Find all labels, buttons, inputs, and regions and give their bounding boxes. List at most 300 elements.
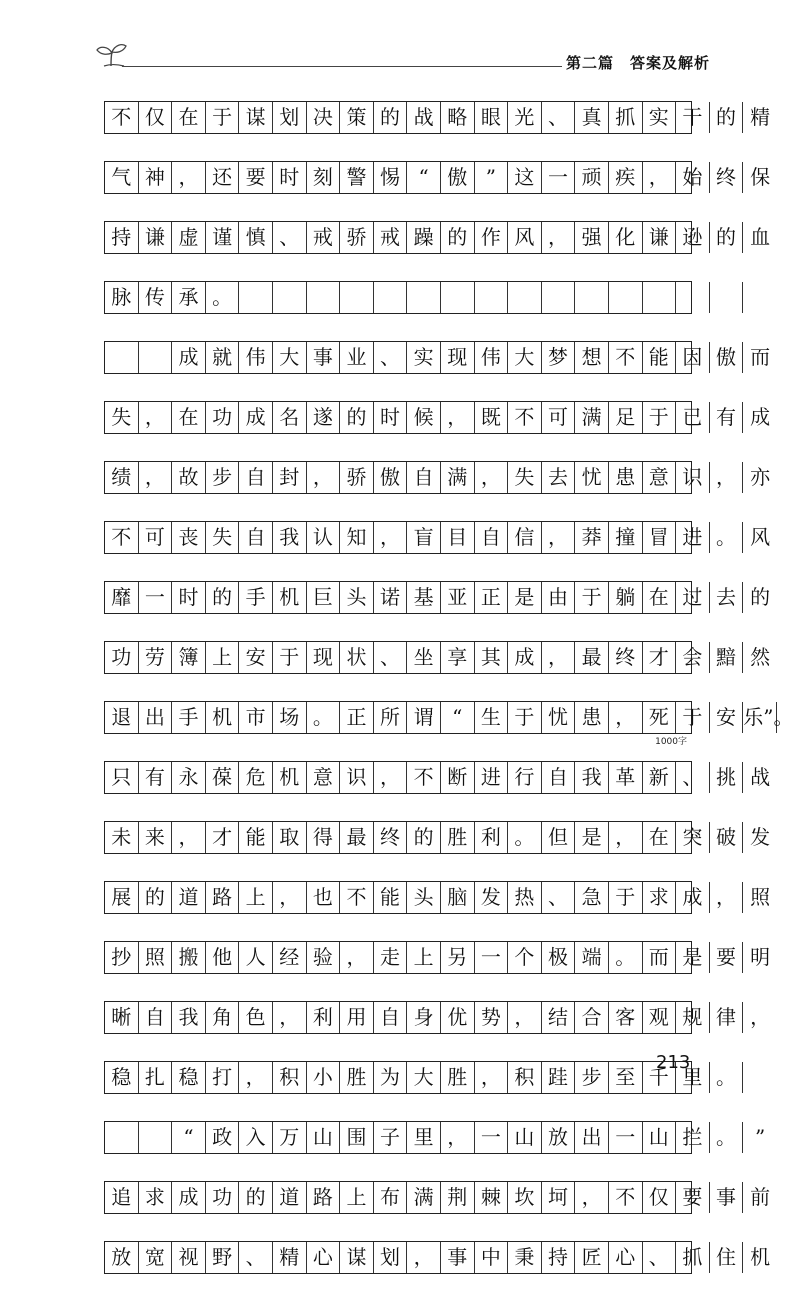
grid-row [104,701,794,747]
grid-cell: ， [710,882,744,913]
grid-cell: 破 [710,822,744,853]
grid-cell: 巨 [307,582,341,613]
grid-cell: 自 [139,1002,173,1033]
grid-cell: 由 [542,582,576,613]
grid-cell: 匠 [575,1242,609,1273]
grid-cell: 布 [374,1182,408,1213]
grid-cell: 坷 [542,1182,576,1213]
sprout-icon [94,40,128,68]
grid-cell: 失 [206,522,240,553]
grid-cell [307,282,341,313]
grid-cell: 但 [542,822,576,853]
grid-cell [743,1062,777,1093]
grid-cell: 也 [307,882,341,913]
grid-cell [542,282,576,313]
grid-cell: 葆 [206,762,240,793]
grid-cell: 发 [750,825,771,849]
grid-row [104,461,771,494]
grid-cell: 意 [307,762,341,793]
grid-cell: 乐”。 [743,702,777,733]
grid-cell: 谨 [206,222,240,253]
grid-cell: ， [374,762,408,793]
grid-cell: 战 [407,102,441,133]
grid-cell: ， [441,402,475,433]
grid-cell: 上 [206,642,240,673]
grid-cell [575,282,609,313]
grid-cell: 终 [609,642,643,673]
grid-cell: 我 [172,1002,206,1033]
grid-cell: 的 [340,402,374,433]
grid-cell: 顽 [575,162,609,193]
grid-cell: 然 [750,645,771,669]
grid-cell: 山 [643,1122,677,1153]
grid-cell: 名 [273,402,307,433]
grid-cell: 放 [105,1242,139,1273]
grid-cell: 。 [206,282,240,313]
grid-cell: 去 [542,462,576,493]
grid-cell: 进 [676,522,710,553]
grid-cell: 至 [609,1062,643,1093]
grid-cell: ， [475,462,509,493]
grid-cell: 脑 [441,882,475,913]
grid-cell: 自 [475,522,509,553]
grid-cell [441,282,475,313]
grid-cell: 时 [172,582,206,613]
grid-cell: 个 [508,942,542,973]
grid-cell: 战 [750,765,771,789]
grid-cell: 故 [172,462,206,493]
grid-cell: 跬 [542,1062,576,1093]
grid-cell: 戒 [374,222,408,253]
grid-cell: 实 [643,102,677,133]
grid-cell: 功 [206,402,240,433]
grid-cell: 得 [307,822,341,853]
grid-cell: 。 [710,1062,744,1093]
grid-cell: 业 [340,342,374,373]
grid-cell: 能 [643,342,677,373]
header-rule [122,66,562,67]
grid-cell: 精 [273,1242,307,1273]
grid-cell: ， [273,1002,307,1033]
grid-cell: 骄 [340,222,374,253]
grid-cell: 、 [542,102,576,133]
grid-cell: ， [273,882,307,913]
grid-cell: 时 [374,402,408,433]
grid-cell: 在 [172,102,206,133]
grid-cell: 求 [643,882,677,913]
grid-cell: 事 [441,1242,475,1273]
grid-cell: 有 [139,762,173,793]
grid-cell: 人 [239,942,273,973]
grid-cell: 伟 [239,342,273,373]
grid-cell: 自 [239,462,273,493]
grid-cell: 来 [139,822,173,853]
grid-cell: 满 [441,462,475,493]
grid-cell: 急 [575,882,609,913]
grid-cell: 前 [750,1185,771,1209]
grid-cell: 逊 [676,222,710,253]
grid-cell: ， [307,462,341,493]
grid-cell: 宽 [139,1242,173,1273]
grid-row [104,221,771,254]
grid-cell: 打 [206,1062,240,1093]
grid-cell: 路 [206,882,240,913]
grid-cell: 他 [206,942,240,973]
grid-cell: “ [407,162,441,193]
grid-cell: 机 [273,582,307,613]
grid-cell: 盲 [407,522,441,553]
grid-cell: 坎 [508,1182,542,1213]
grid-cell: “ [441,702,475,733]
grid-cell: ， [441,1122,475,1153]
grid-cell: 照 [139,942,173,973]
grid-cell: 头 [340,582,374,613]
grid-cell: 遂 [307,402,341,433]
grid-cell: 因 [676,342,710,373]
grid-cell: 抓 [609,102,643,133]
grid-cell: 光 [508,102,542,133]
grid-cell: 这 [508,162,542,193]
grid-cell: 热 [508,882,542,913]
grid-cell: 求 [139,1182,173,1213]
grid-cell: 刻 [307,162,341,193]
grid-cell: 脉 [105,282,139,313]
grid-cell: 观 [643,1002,677,1033]
grid-cell: 棘 [475,1182,509,1213]
grid-cell: 心 [609,1242,643,1273]
grid-row [104,1121,766,1154]
grid-cell: 的 [374,102,408,133]
grid-cell: 傲 [374,462,408,493]
grid-cell: 所 [374,702,408,733]
grid-cell: 、 [374,342,408,373]
grid-cell: 坐 [407,642,441,673]
grid-cell: 生 [475,702,509,733]
grid-cell: 不 [407,762,441,793]
grid-row [104,401,771,434]
grid-cell: 革 [609,762,643,793]
page-header [0,0,800,80]
grid-cell: 的 [710,102,744,133]
grid-row [104,821,771,854]
grid-cell: 机 [750,1245,771,1269]
grid-cell: 承 [172,282,206,313]
chapter-title: 第二篇 答案及解析 [566,54,711,72]
grid-cell: 于 [575,582,609,613]
grid-cell: 仅 [643,1182,677,1213]
grid-cell: 的 [407,822,441,853]
grid-cell: 身 [407,1002,441,1033]
grid-cell: 新 [643,762,677,793]
grid-cell: 正 [475,582,509,613]
grid-cell: 上 [340,1182,374,1213]
grid-cell: 已 [676,402,710,433]
grid-row [104,1061,736,1094]
grid-cell: ， [374,522,408,553]
grid-cell: 成 [239,402,273,433]
grid-cell: 可 [139,522,173,553]
grid-cell: 其 [475,642,509,673]
grid-cell: 势 [475,1002,509,1033]
grid-cell: 一 [609,1122,643,1153]
grid-cell: 机 [273,762,307,793]
grid-row [104,281,692,314]
grid-cell: 积 [508,1062,542,1093]
grid-cell: ， [139,402,173,433]
grid-cell: 识 [676,462,710,493]
grid-cell: ” [754,1125,766,1149]
grid-cell: 决 [307,102,341,133]
grid-cell: 候 [407,402,441,433]
grid-cell: ， [542,522,576,553]
grid-cell: ， [750,1005,771,1029]
grid-cell: 认 [307,522,341,553]
grid-cell: 在 [172,402,206,433]
grid-cell: 出 [575,1122,609,1153]
grid-cell: 黯 [710,642,744,673]
grid-cell: 我 [273,522,307,553]
grid-cell: 躺 [609,582,643,613]
grid-cell: 享 [441,642,475,673]
grid-cell: 冒 [643,522,677,553]
grid-cell: 终 [374,822,408,853]
grid-cell: 合 [575,1002,609,1033]
grid-cell: 规 [676,1002,710,1033]
grid-cell: 傲 [441,162,475,193]
grid-cell [105,1122,139,1153]
grid-cell: 心 [307,1242,341,1273]
grid-cell: 大 [273,342,307,373]
grid-cell [105,342,139,373]
grid-cell: 自 [239,522,273,553]
grid-cell: 道 [273,1182,307,1213]
grid-cell: 最 [340,822,374,853]
grid-cell: 成 [172,342,206,373]
grid-cell: 满 [575,402,609,433]
grid-cell: 时 [273,162,307,193]
grid-cell: 优 [441,1002,475,1033]
grid-row [104,1241,771,1274]
grid-cell: 山 [508,1122,542,1153]
grid-cell: 步 [206,462,240,493]
grid-cell: 莽 [575,522,609,553]
grid-cell: 持 [542,1242,576,1273]
grid-cell: 荆 [441,1182,475,1213]
grid-cell [743,282,777,313]
grid-cell: 端 [575,942,609,973]
grid-cell: 积 [273,1062,307,1093]
grid-cell: 子 [374,1122,408,1153]
grid-cell: 万 [273,1122,307,1153]
grid-cell: 利 [475,822,509,853]
grid-cell: 安 [239,642,273,673]
grid-cell: 于 [643,402,677,433]
grid-cell: 经 [273,942,307,973]
grid-cell: 能 [374,882,408,913]
grid-cell: 山 [307,1122,341,1153]
grid-cell: 稳 [172,1062,206,1093]
grid-cell: 于 [273,642,307,673]
grid-cell: ， [542,222,576,253]
grid-cell: 不 [105,522,139,553]
grid-cell: 梦 [542,342,576,373]
grid-cell: 政 [206,1122,240,1153]
grid-cell: 划 [273,102,307,133]
grid-cell: 在 [643,582,677,613]
grid-cell: 最 [575,642,609,673]
grid-cell: 足 [609,402,643,433]
grid-cell: 围 [340,1122,374,1153]
grid-cell: ， [575,1182,609,1213]
grid-cell: 的 [239,1182,273,1213]
grid-row [104,581,771,614]
grid-cell: 大 [407,1062,441,1093]
grid-cell: 才 [643,642,677,673]
grid-cell: 千 [643,1062,677,1093]
grid-cell: 一 [475,1122,509,1153]
grid-cell: 眼 [475,102,509,133]
grid-cell: 撞 [609,522,643,553]
grid-cell: ， [340,942,374,973]
grid-cell: 在 [643,822,677,853]
grid-cell: 正 [340,702,374,733]
grid-cell: 要 [710,942,744,973]
grid-cell: 断 [441,762,475,793]
grid-cell: 自 [542,762,576,793]
grid-cell: 、 [676,762,710,793]
grid-cell: 于 [206,102,240,133]
grid-cell: 略 [441,102,475,133]
grid-cell: 晰 [105,1002,139,1033]
grid-cell: 保 [750,165,771,189]
grid-cell: 一 [139,582,173,613]
grid-cell: 照 [750,885,771,909]
grid-cell: 靡 [105,582,139,613]
grid-cell: 里 [407,1122,441,1153]
grid-cell: 去 [710,582,744,613]
grid-cell: 现 [441,342,475,373]
grid-cell: 亚 [441,582,475,613]
grid-cell [239,282,273,313]
grid-cell: 既 [475,402,509,433]
grid-cell: 满 [407,1182,441,1213]
grid-cell: 一 [542,162,576,193]
page-number: 213 [656,1052,691,1073]
grid-cell: 抓 [676,1242,710,1273]
grid-cell: 意 [643,462,677,493]
grid-cell: 神 [139,162,173,193]
grid-cell: 胜 [441,1062,475,1093]
grid-cell: 胜 [340,1062,374,1093]
grid-cell: 拦 [676,1122,710,1153]
grid-cell: 知 [340,522,374,553]
grid-cell: 抄 [105,942,139,973]
grid-cell [139,1122,173,1153]
grid-cell: 市 [239,702,273,733]
grid-cell: 进 [475,762,509,793]
grid-cell: 机 [206,702,240,733]
grid-cell: 小 [307,1062,341,1093]
grid-cell: 惕 [374,162,408,193]
grid-cell: 客 [609,1002,643,1033]
grid-cell: 我 [575,762,609,793]
grid-cell: 不 [508,402,542,433]
grid-cell: 里 [676,1062,710,1093]
grid-cell: 谦 [643,222,677,253]
grid-cell: 警 [340,162,374,193]
grid-cell: 。 [508,822,542,853]
grid-row [104,881,771,914]
grid-cell: 色 [239,1002,273,1033]
grid-cell: ， [643,162,677,193]
grid-cell: 功 [206,1182,240,1213]
grid-cell: ， [475,1062,509,1093]
grid-cell: 取 [273,822,307,853]
essay-grid [104,101,794,1301]
grid-cell: 失 [105,402,139,433]
grid-cell: 手 [172,702,206,733]
grid-cell: 胜 [441,822,475,853]
grid-cell: 而 [750,345,771,369]
grid-cell: 强 [575,222,609,253]
grid-cell: 极 [542,942,576,973]
grid-cell: 想 [575,342,609,373]
grid-cell: 伟 [475,342,509,373]
grid-cell: 丧 [172,522,206,553]
grid-cell: 不 [340,882,374,913]
grid-cell: 状 [340,642,374,673]
grid-cell: 头 [407,882,441,913]
grid-row [104,1001,771,1034]
grid-cell: 慎 [239,222,273,253]
grid-cell [407,282,441,313]
grid-cell: 住 [710,1242,744,1273]
grid-cell: 步 [575,1062,609,1093]
grid-cell: 能 [239,822,273,853]
grid-row [104,761,771,794]
grid-cell: 明 [750,945,771,969]
grid-cell [475,282,509,313]
grid-cell: 要 [239,162,273,193]
grid-cell: 走 [374,942,408,973]
grid-cell: 忧 [575,462,609,493]
grid-cell: 自 [374,1002,408,1033]
grid-cell: 、 [273,222,307,253]
grid-cell: 仅 [139,102,173,133]
grid-cell: 的 [710,222,744,253]
grid-cell: 风 [750,525,771,549]
grid-cell: 患 [575,702,609,733]
grid-cell: 躁 [407,222,441,253]
grid-cell: ， [172,162,206,193]
grid-cell: 追 [105,1182,139,1213]
grid-cell: ， [139,462,173,493]
grid-cell: 角 [206,1002,240,1033]
grid-cell: 信 [508,522,542,553]
grid-cell: 场 [273,702,307,733]
grid-cell: 骄 [340,462,374,493]
grid-cell: 上 [407,942,441,973]
grid-cell: 退 [105,702,139,733]
grid-cell: 过 [676,582,710,613]
grid-cell: 是 [508,582,542,613]
grid-cell: 终 [710,162,744,193]
grid-cell: 的 [441,222,475,253]
grid-cell: 搬 [172,942,206,973]
grid-cell: 识 [340,762,374,793]
grid-cell: 风 [508,222,542,253]
grid-cell: 忧 [542,702,576,733]
